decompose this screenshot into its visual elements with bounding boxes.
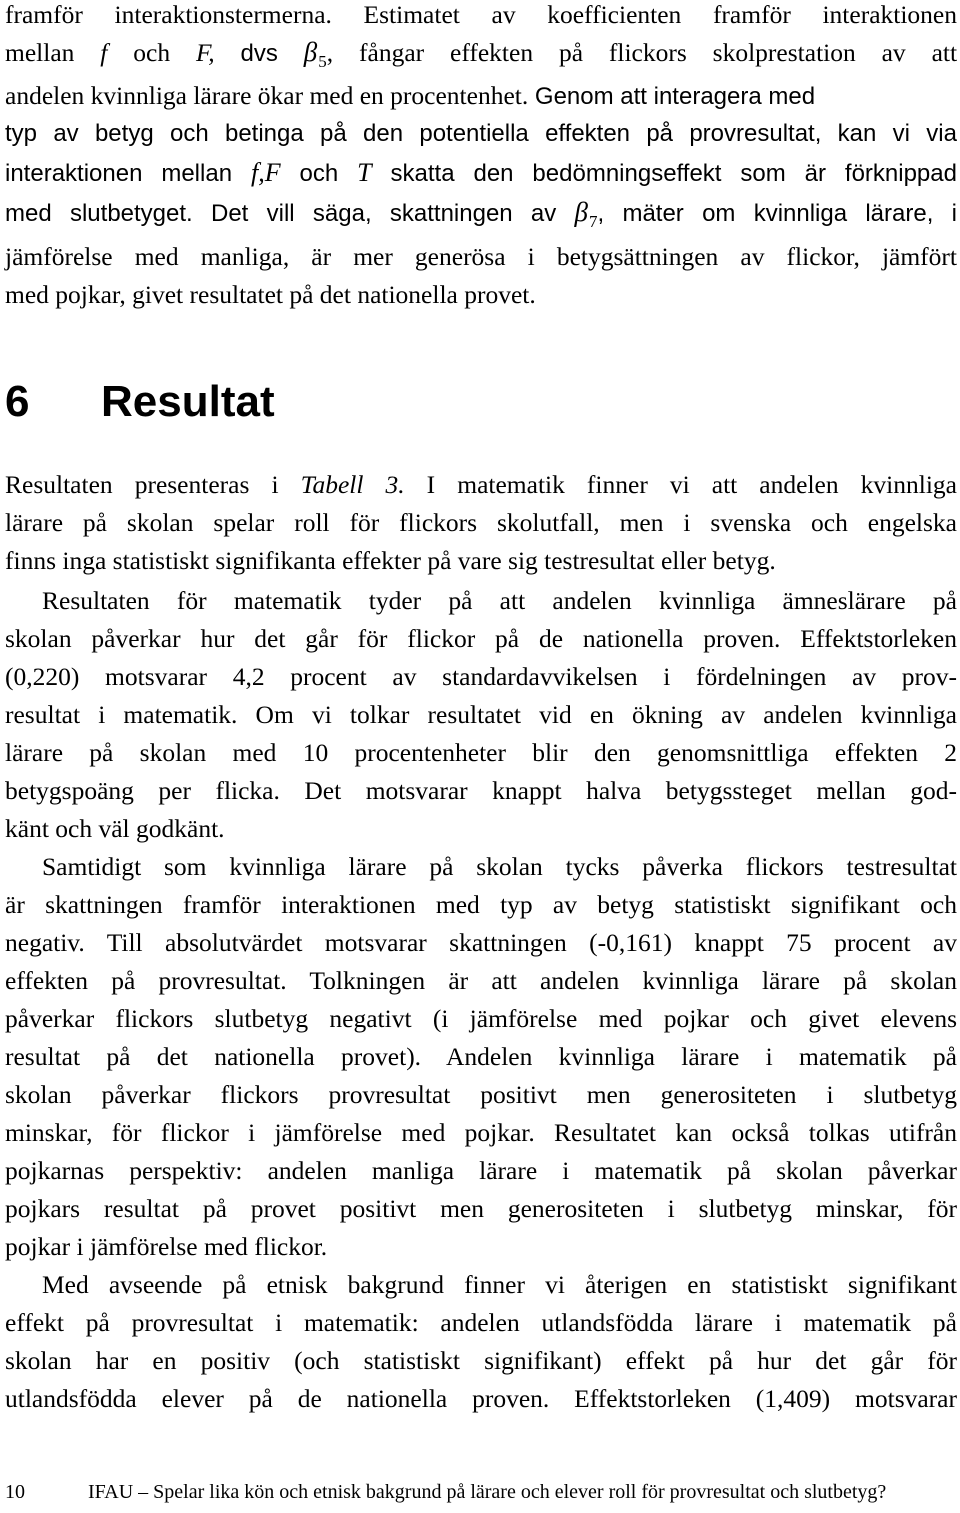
table-reference: Tabell 3.	[300, 470, 405, 499]
text-line: lärare på skolan spelar roll för flickors skolutfall, men i svenska och engelska	[5, 508, 957, 537]
page-footer	[5, 1478, 957, 1506]
beta-5-symbol: $\beta_5$	[303, 37, 327, 71]
text-line: (0,220) motsvarar 4,2 procent av standardavvikelsen i fördelningen av prov-	[5, 662, 957, 691]
section-number: 6	[5, 377, 30, 426]
text-line: pojkars resultat på provet positivt men generositeten i slutbetyg minskar, för	[5, 1194, 957, 1223]
text-line: negativ. Till absolutvärdet motsvarar skattningen (-0,161) knappt 75 procent av	[5, 928, 957, 957]
text-line: finns inga statistiskt signifikanta effekter på vare sig testresultat eller betyg.	[5, 546, 776, 575]
text-line: skolan påverkar flickors provresultat positivt men generositeten i slutbetyg	[5, 1080, 957, 1109]
text-line: påverkar flickors slutbetyg negativt (i jämförelse med pojkar och givet elevens	[5, 1004, 957, 1033]
text-line: pojkarnas perspektiv: andelen manliga lärare i matematik på skolan påverkar	[5, 1156, 957, 1185]
text-line: Med avseende på etnisk bakgrund finner vi återigen en statistiskt signifikant	[42, 1270, 957, 1299]
section-title: Resultat	[101, 377, 275, 426]
text-line: interaktionen mellan f,F och T skatta den bedömningseffekt som är förknippad	[5, 158, 957, 187]
text-line: utlandsfödda elever på de nationella proven. Effektstorleken (1,409) motsvarar	[5, 1384, 957, 1413]
text-line: Resultaten för matematik tyder på att andelen kvinnliga ämneslärare på	[42, 586, 957, 615]
text-line: lärare på skolan med 10 procentenheter blir den genomsnittliga effekten 2	[5, 738, 957, 767]
text-line: Resultaten presenteras i Tabell 3. I matematik finner vi att andelen kvinnliga	[5, 470, 957, 499]
text-line: effekten på provresultat. Tolkningen är att andelen kvinnliga lärare på skolan	[5, 966, 957, 995]
text-line: mellan f och F, dvs $\beta_5$, fångar effekten på flickors skolprestation av att	[5, 37, 958, 71]
beta-7-symbol: $\beta_7$	[574, 197, 598, 231]
text-line: jämförelse med manliga, är mer generösa i betygsättningen av flickor, jämfört	[5, 242, 957, 271]
text-line: betygspoäng per flicka. Det motsvarar knappt halva betygssteget mellan god-	[5, 776, 957, 805]
text-line: pojkar i jämförelse med flickor.	[5, 1232, 328, 1261]
text-line: känt och väl godkänt.	[5, 814, 225, 843]
text-line: typ av betyg och betinga på den potentiella effekten på provresultat, kan vi via	[5, 120, 957, 147]
text-line: framför interaktionstermerna. Estimatet av koefficienten framför interaktionen	[5, 0, 957, 29]
text-line: effekt på provresultat i matematik: andelen utlandsfödda lärare i matematik på	[5, 1308, 957, 1337]
text-line: resultat i matematik. Om vi tolkar resultatet vid en ökning av andelen kvinnliga	[5, 700, 957, 729]
text-line: är skattningen framför interaktionen med typ av betyg statistiskt signifikant och	[5, 890, 957, 919]
text-line: skolan påverkar hur det går för flickor på de nationella proven. Effektstorleken	[5, 624, 957, 653]
section-heading	[5, 372, 275, 432]
text-line: skolan har en positiv (och statistiskt signifikant) effekt på hur det går för	[5, 1346, 957, 1375]
text-line: Samtidigt som kvinnliga lärare på skolan tycks påverka flickors testresultat	[42, 852, 957, 881]
text-line: minskar, för flickor i jämförelse med pojkar. Resultatet kan också tolkas utifrån	[5, 1118, 957, 1147]
page-number: 10	[5, 1481, 25, 1503]
text-line: andelen kvinnliga lärare ökar med en procentenhet. Genom att interagera med	[5, 81, 816, 110]
text-line: med pojkar, givet resultatet på det nationella provet.	[5, 280, 536, 309]
text-line: resultat på det nationella provet). Andelen kvinnliga lärare i matematik på	[5, 1042, 957, 1071]
text-line: med slutbetyget. Det vill säga, skattningen av $\beta_7$, mäter om kvinnliga lärare, i	[5, 197, 957, 231]
running-title: IFAU – Spelar lika kön och etnisk bakgrund på lärare och elever roll för provresultat och slutbetyg?	[88, 1481, 887, 1503]
